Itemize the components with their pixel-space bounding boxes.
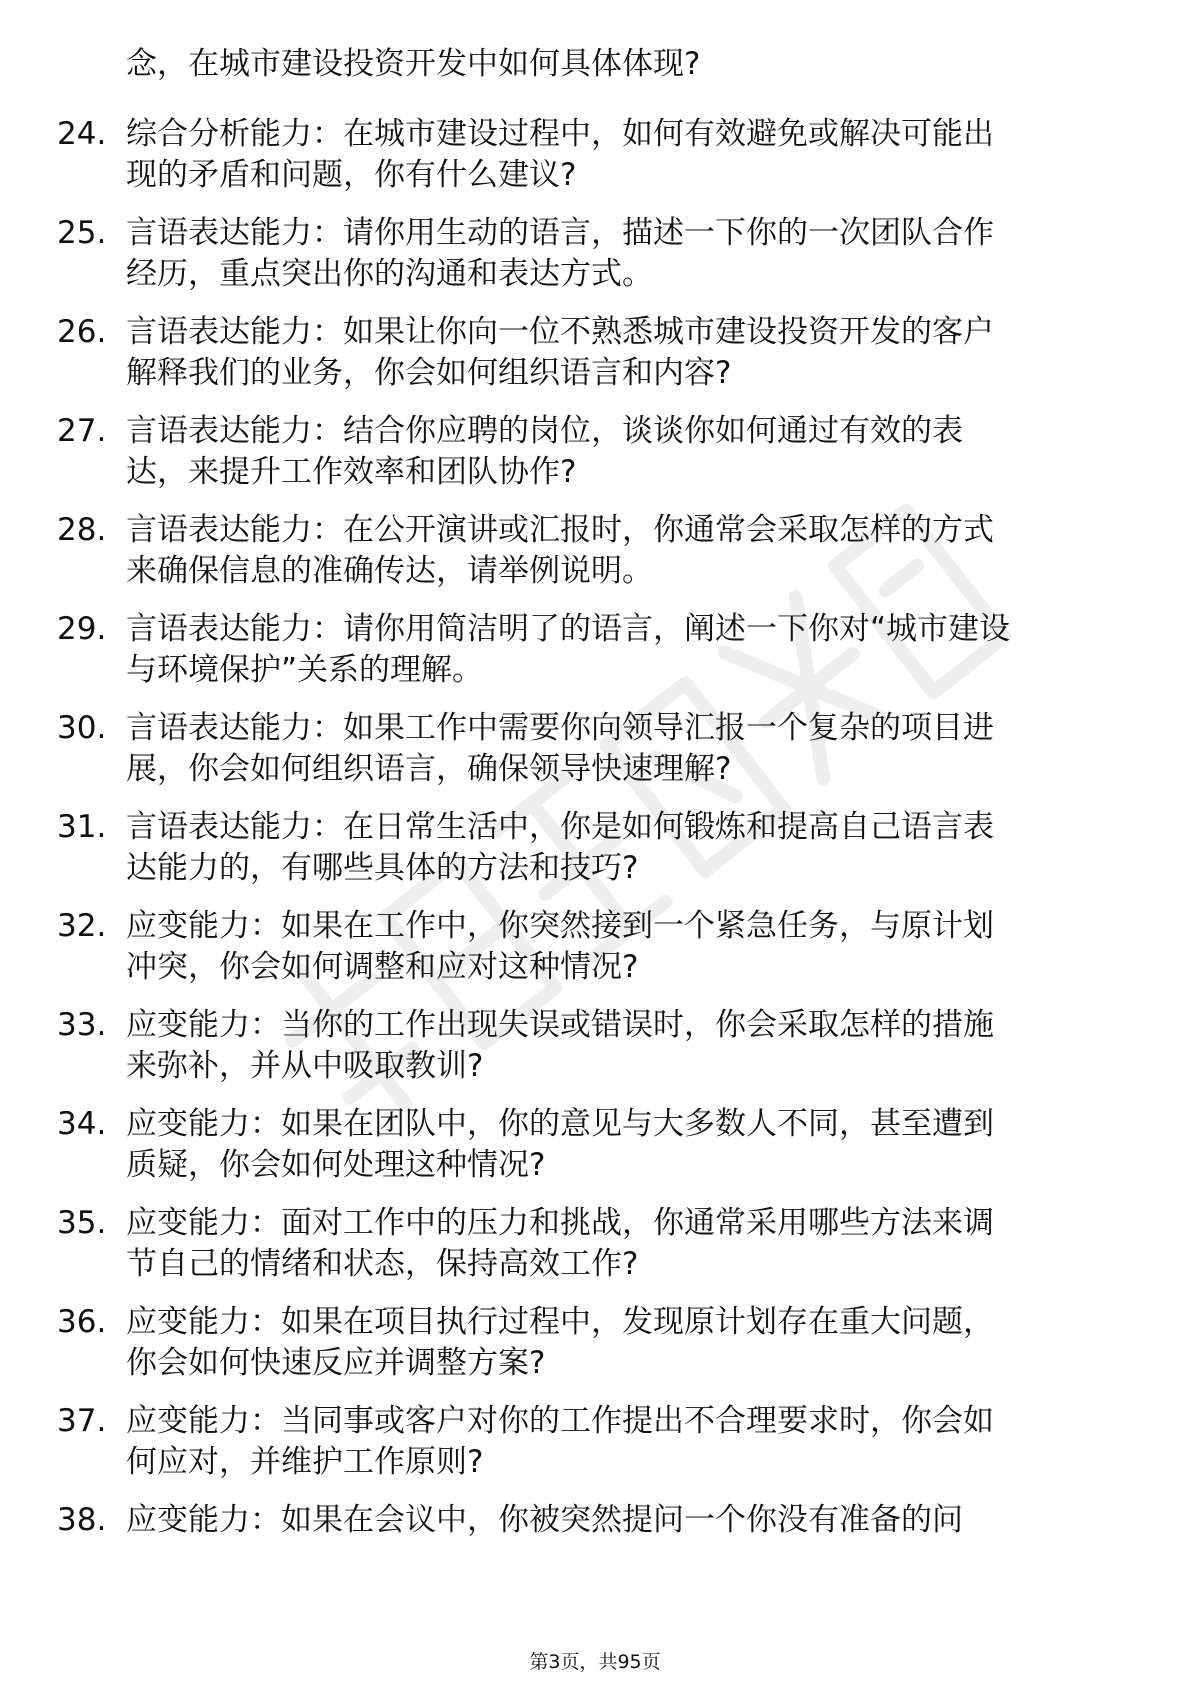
question-text-line: 言语表达能力：在公开演讲或汇报时，你通常会采取怎样的方式 xyxy=(126,512,994,548)
question-text-line: 达，来提升工作效率和团队协作? xyxy=(126,454,577,490)
question-text-line: 来确保信息的准确传达，请举例说明。 xyxy=(126,553,653,589)
question-text xyxy=(126,906,1126,988)
question-item xyxy=(0,1203,1190,1302)
question-text-line: 应变能力：如果在项目执行过程中，发现原计划存在重大问题， xyxy=(126,1304,994,1340)
question-text-line: 质疑，你会如何处理这种情况? xyxy=(126,1147,546,1183)
question-text xyxy=(126,312,1126,394)
question-text-line: 展，你会如何组织语言，确保领导快速理解? xyxy=(126,751,732,787)
question-item xyxy=(0,1104,1190,1203)
question-item xyxy=(0,906,1190,1005)
question-number: 24. xyxy=(57,116,107,152)
question-number: 35. xyxy=(57,1205,107,1241)
page-number-footer: 第3页，共95页 xyxy=(529,1651,661,1673)
question-text xyxy=(126,510,1126,592)
question-text xyxy=(126,1104,1126,1186)
question-item xyxy=(0,708,1190,807)
question-text xyxy=(126,1500,1126,1541)
question-text-line: 应变能力：如果在工作中，你突然接到一个紧急任务，与原计划 xyxy=(126,908,994,944)
question-text xyxy=(126,1401,1126,1483)
question-item xyxy=(0,1302,1190,1401)
question-text xyxy=(126,114,1126,196)
question-number: 31. xyxy=(57,809,107,845)
question-text xyxy=(126,1005,1126,1087)
question-text-line: 解释我们的业务，你会如何组织语言和内容? xyxy=(126,355,732,391)
question-text xyxy=(126,1302,1126,1384)
question-text-line: 应变能力：当你的工作出现失误或错误时，你会采取怎样的措施 xyxy=(126,1007,994,1043)
question-text-line: 言语表达能力：在日常生活中，你是如何锻炼和提高自己语言表 xyxy=(126,809,994,845)
question-item xyxy=(0,807,1190,906)
question-text-line: 言语表达能力：请你用生动的语言，描述一下你的一次团队合作 xyxy=(126,215,994,251)
question-number: 25. xyxy=(57,215,107,251)
question-text-line: 你会如何快速反应并调整方案? xyxy=(126,1345,546,1381)
question-text-line: 应变能力：当同事或客户对你的工作提出不合理要求时，你会如 xyxy=(126,1403,994,1439)
question-text-line: 言语表达能力：请你用简洁明了的语言，阐述一下你对“城市建设 xyxy=(126,611,1011,647)
question-text-line: 冲突，你会如何调整和应对这种情况? xyxy=(126,949,639,985)
question-number: 36. xyxy=(57,1304,107,1340)
question-text-line: 言语表达能力：如果工作中需要你向领导汇报一个复杂的项目进 xyxy=(126,710,994,746)
question-text-line: 综合分析能力：在城市建设过程中，如何有效避免或解决可能出 xyxy=(126,116,994,152)
continued-question-text: 念，在城市建设投资开发中如何具体体现? xyxy=(126,46,701,82)
question-text-line: 应变能力：如果在团队中，你的意见与大多数人不同，甚至遭到 xyxy=(126,1106,994,1142)
question-number: 33. xyxy=(57,1007,107,1043)
question-text xyxy=(126,807,1126,889)
question-text-line: 现的矛盾和问题，你有什么建议? xyxy=(126,157,577,193)
question-item xyxy=(0,312,1190,411)
question-text-line: 言语表达能力：结合你应聘的岗位，谈谈你如何通过有效的表 xyxy=(126,413,963,449)
question-text-line: 言语表达能力：如果让你向一位不熟悉城市建设投资开发的客户 xyxy=(126,314,994,350)
question-text-line: 经历，重点突出你的沟通和表达方式。 xyxy=(126,256,653,292)
question-number: 32. xyxy=(57,908,107,944)
question-number: 28. xyxy=(57,512,107,548)
question-item xyxy=(0,1005,1190,1104)
question-number: 38. xyxy=(57,1502,107,1538)
question-number: 30. xyxy=(57,710,107,746)
question-item xyxy=(0,411,1190,510)
question-text-line: 应变能力：如果在会议中，你被突然提问一个你没有准备的问 xyxy=(126,1502,963,1538)
question-item xyxy=(0,213,1190,312)
question-number: 29. xyxy=(57,611,107,647)
question-list xyxy=(0,114,1190,1599)
question-item xyxy=(0,1401,1190,1500)
question-item xyxy=(0,609,1190,708)
question-item xyxy=(0,114,1190,213)
question-item xyxy=(0,510,1190,609)
question-text-line: 来弥补，并从中吸取教训? xyxy=(126,1048,484,1084)
question-text xyxy=(126,213,1126,295)
question-text xyxy=(126,708,1126,790)
question-number: 37. xyxy=(57,1403,107,1439)
question-number: 27. xyxy=(57,413,107,449)
question-number: 26. xyxy=(57,314,107,350)
question-text-line: 节自己的情绪和状态，保持高效工作? xyxy=(126,1246,639,1282)
question-text xyxy=(126,1203,1126,1285)
question-text-line: 应变能力：面对工作中的压力和挑战，你通常采用哪些方法来调 xyxy=(126,1205,994,1241)
question-number: 34. xyxy=(57,1106,107,1142)
question-text-line: 何应对，并维护工作原则? xyxy=(126,1444,484,1480)
question-text xyxy=(126,411,1126,493)
question-text-line: 与环境保护”关系的理解。 xyxy=(126,652,484,688)
question-text-line: 达能力的，有哪些具体的方法和技巧? xyxy=(126,850,639,886)
question-item xyxy=(0,1500,1190,1599)
question-text xyxy=(126,609,1126,691)
